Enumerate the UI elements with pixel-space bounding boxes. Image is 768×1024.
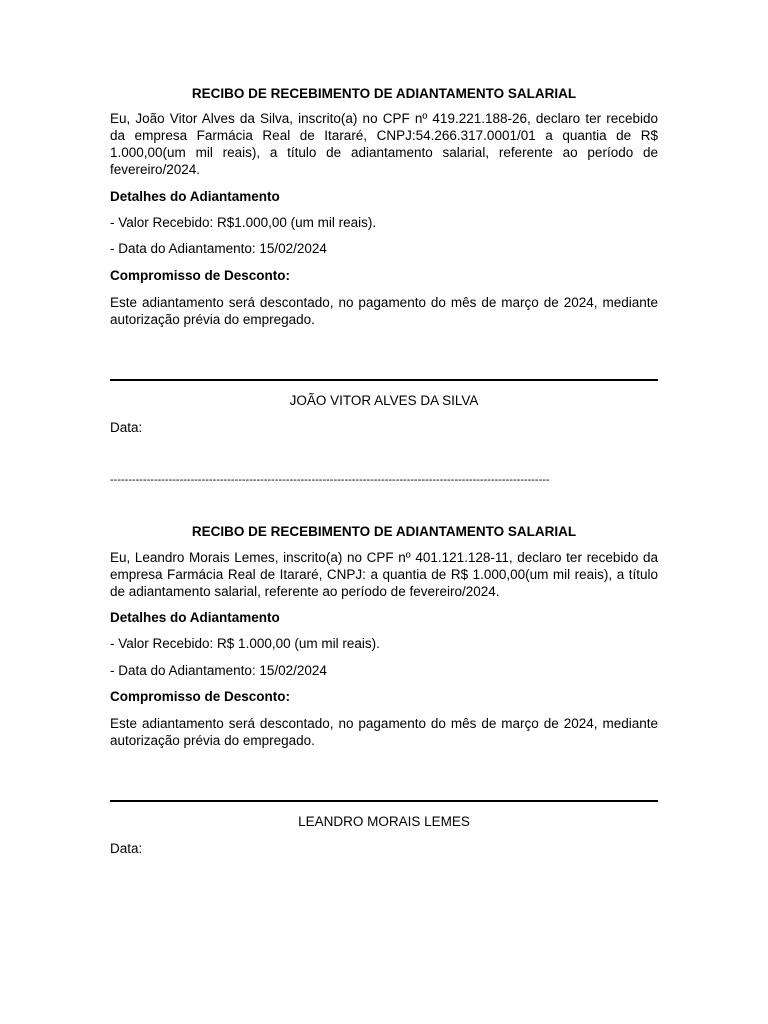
receipt-1-date-line: [110, 240, 658, 257]
details-heading: Detalhes do Adiantamento: [110, 610, 280, 625]
receipt-2-intro: [110, 549, 658, 600]
receipt-2-date-line: [110, 662, 658, 679]
receipt-1-commitment-text: [110, 294, 658, 328]
receipt-1-commitment-heading: [110, 267, 658, 284]
receipt-intro-paragraph: Eu, Leandro Morais Lemes, inscrito(a) no CPF nº 401.121.128-11, declaro ter recebido da empresa Farmácia Real de Itararé, CNPJ: a quantia de R$ 1.000,00(um mil reais), a título de adiantamento salarial, referente ao período de fevereiro/2024.: [110, 550, 658, 599]
receipt-2-commitment-heading: [110, 688, 658, 705]
receipt-2-title: [110, 524, 658, 540]
signature-line: [110, 800, 658, 802]
receipt-2-details-heading: [110, 609, 658, 626]
commitment-heading: Compromisso de Desconto:: [110, 268, 291, 283]
signer-name: LEANDRO MORAIS LEMES: [298, 814, 470, 829]
receipt-1-intro: [110, 110, 658, 178]
commitment-paragraph: Este adiantamento será descontado, no pagamento do mês de março de 2024, mediante autorização prévia do empregado.: [110, 295, 658, 327]
advance-date-line: - Data do Adiantamento: 15/02/2024: [110, 241, 327, 256]
commitment-heading: Compromisso de Desconto:: [110, 689, 291, 704]
details-heading: Detalhes do Adiantamento: [110, 189, 280, 204]
date-label: Data:: [110, 420, 143, 435]
receipt-1-details-heading: [110, 188, 658, 205]
signature-line: [110, 379, 658, 381]
signer-name: JOÃO VITOR ALVES DA SILVA: [289, 393, 479, 408]
receipt-1-value-line: [110, 214, 658, 231]
cut-separator: ------------------------------------------------------------------------------------------------------------------------: [110, 474, 550, 486]
value-received-line: - Valor Recebido: R$ 1.000,00 (um mil reais).: [110, 636, 380, 651]
commitment-paragraph: Este adiantamento será descontado, no pagamento do mês de março de 2024, mediante autorização prévia do empregado.: [110, 716, 658, 748]
receipt-2-value-line: [110, 635, 658, 652]
receipt-title: RECIBO DE RECEBIMENTO DE ADIANTAMENTO SALARIAL: [191, 524, 577, 539]
date-label: Data:: [110, 841, 143, 856]
value-received-line: - Valor Recebido: R$1.000,00 (um mil reais).: [110, 215, 377, 230]
receipt-intro-paragraph: Eu, João Vitor Alves da Silva, inscrito(a) no CPF nº 419.221.188-26, declaro ter recebido da empresa Farmácia Real de Itararé, CNPJ:54.266.317.0001/01 a quantia de R$ 1.000,00(um mil reais), a título de adiantamento salarial, referente ao período de fevereiro/2024.: [110, 111, 658, 177]
receipt-2-commitment-text: [110, 715, 658, 749]
advance-date-line: - Data do Adiantamento: 15/02/2024: [110, 663, 327, 678]
receipt-title: RECIBO DE RECEBIMENTO DE ADIANTAMENTO SALARIAL: [191, 86, 577, 101]
receipt-1-title: [110, 86, 658, 102]
